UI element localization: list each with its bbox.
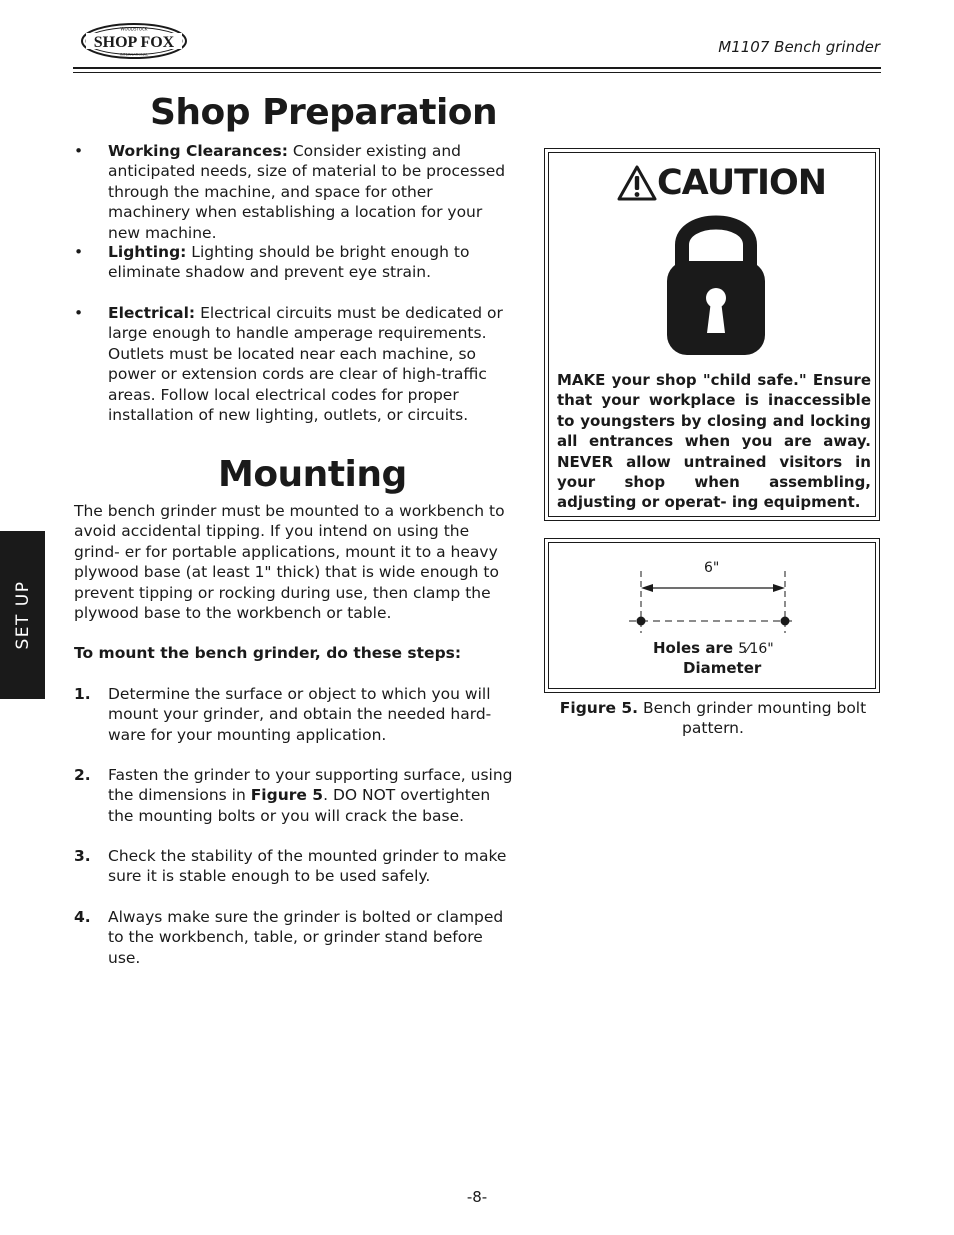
step-text-cont: . DO NOT overtighten the mounting bolts or you will crack the base. bbox=[108, 786, 491, 825]
holes-fraction: 5⁄16" bbox=[738, 641, 774, 657]
bullet-label: Lighting: bbox=[108, 243, 187, 261]
section-title-mounting: Mounting bbox=[218, 454, 407, 495]
shop-fox-logo bbox=[80, 22, 188, 60]
padlock-icon bbox=[664, 205, 768, 355]
bullet-dot: • bbox=[74, 304, 84, 322]
page-number: -8- bbox=[466, 1188, 488, 1206]
step-number: 1. bbox=[74, 685, 91, 703]
step-text: Determine the surface or object to which you will mount your grinder, and obtain the needed hard- ware for your mounting application. bbox=[108, 685, 492, 744]
header-rule-thin bbox=[73, 72, 881, 73]
svg-text:INTERNATIONAL: INTERNATIONAL bbox=[119, 52, 149, 57]
figure-caption bbox=[555, 698, 871, 739]
caution-header bbox=[617, 163, 827, 203]
bullet-label: Working Clearances: bbox=[108, 142, 288, 160]
bullet-dot: • bbox=[74, 243, 84, 261]
figure-caption-label: Figure 5. bbox=[559, 699, 639, 717]
dimension-label: 6" bbox=[704, 560, 720, 576]
step-text: Fasten the grinder to your supporting surface, using the dimensions in bbox=[108, 766, 513, 805]
bullet-label: Electrical: bbox=[108, 304, 196, 322]
manual-title: M1107 Bench grinder bbox=[718, 38, 880, 56]
bullet-text: Consider existing and anticipated needs, size of material to be processed through the machine, and space for other machinery when establishing a location for your new machine. bbox=[108, 142, 506, 242]
bolt-hole-right bbox=[781, 617, 790, 626]
section-title-shop-preparation: Shop Preparation bbox=[150, 92, 498, 133]
bullet-text: Electrical circuits must be dedicated or large enough to handle amperage requirements. Outlets must be located near each machine, so power or extension cords are clear of high-traffic areas. Follow local electrical codes for proper installation of new lighting, outlets, or circuits. bbox=[108, 304, 503, 425]
mounting-intro: The bench grinder must be mounted to a workbench to avoid accidental tipping. If you intend on using the grind- er for portable applications, mount it to a heavy plywood base (at least 1" thick) that is wide enough to prevent tipping or rocking during use, then clamp the plywood base to the workbench or table. bbox=[74, 502, 505, 623]
figure-5-box bbox=[544, 538, 880, 693]
warning-triangle-icon bbox=[617, 165, 657, 201]
holes-label bbox=[653, 639, 774, 657]
step-text: Check the stability of the mounted grinder to make sure it is stable enough to be used safely. bbox=[108, 847, 507, 886]
section-tab-label: SET UP bbox=[12, 580, 33, 650]
step-number: 3. bbox=[74, 847, 91, 865]
step-number: 2. bbox=[74, 766, 91, 784]
header-rule bbox=[73, 67, 881, 69]
step-number: 4. bbox=[74, 908, 91, 926]
bolt-hole-left bbox=[637, 617, 646, 626]
svg-text:SHOP FOX: SHOP FOX bbox=[93, 34, 175, 51]
step-text: Always make sure the grinder is bolted or clamped to the workbench, table, or grinder stand before use. bbox=[108, 908, 504, 967]
caution-word: CAUTION bbox=[657, 163, 827, 203]
figure-reference: Figure 5 bbox=[250, 786, 324, 805]
section-tab bbox=[0, 531, 45, 699]
bullet-text: Lighting should be bright enough to eliminate shadow and prevent eye strain. bbox=[108, 243, 470, 282]
figure-caption-text: Bench grinder mounting bolt pattern. bbox=[638, 699, 867, 738]
holes-label-text: Holes are bbox=[653, 639, 739, 657]
holes-diameter: Diameter bbox=[683, 659, 762, 677]
caution-box bbox=[544, 148, 880, 521]
caution-text: MAKE your shop "child safe." Ensure that your workplace is inaccessible to youngsters by closing and locking all entrances when you are away. NEVER allow untrained visitors in your shop when assembling, adjusting or operat- ing equipment. bbox=[557, 371, 871, 512]
bullet-dot: • bbox=[74, 142, 84, 160]
svg-text:WOODSTOCK: WOODSTOCK bbox=[120, 26, 148, 32]
steps-heading: To mount the bench grinder, do these steps: bbox=[74, 644, 462, 662]
